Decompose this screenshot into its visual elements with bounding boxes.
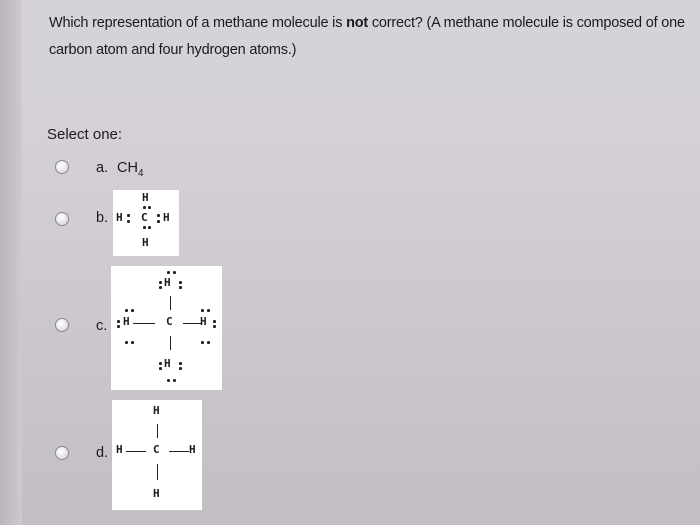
- option-d-center-c: C: [153, 443, 160, 456]
- option-a-formula-main: CH: [117, 160, 138, 176]
- page-edge: [0, 0, 22, 525]
- option-c-dot: [125, 341, 128, 344]
- option-c-dot: [213, 325, 216, 328]
- option-c-letter: c.: [96, 318, 108, 334]
- option-b-dot: [143, 206, 146, 209]
- option-c-dot: [159, 362, 162, 365]
- option-c-dot: [201, 341, 204, 344]
- option-d-top-h: H: [153, 404, 160, 417]
- option-b-left-h: H: [116, 211, 123, 224]
- option-c-dot: [179, 367, 182, 370]
- option-c-dot: [117, 325, 120, 328]
- question-part2: correct? (A methane molecule is composed of one carbon atom and four hydrogen atoms.): [49, 15, 685, 58]
- option-b-letter: b.: [96, 210, 109, 226]
- option-c-dot: [159, 286, 162, 289]
- option-d-radio[interactable]: [55, 446, 69, 460]
- option-c-bond-left: [133, 323, 155, 324]
- option-b-dot: [148, 206, 151, 209]
- option-c-bond-bottom: [170, 336, 171, 350]
- option-c-dot: [117, 320, 120, 323]
- option-c-right-h: H: [200, 315, 207, 328]
- option-a-subscript: 4: [137, 167, 144, 179]
- option-d-structural-formula: [112, 400, 202, 510]
- option-c-bond-right: [183, 323, 201, 324]
- option-b-bottom-h: H: [142, 236, 149, 249]
- option-c-dot: [159, 281, 162, 284]
- option-c-dot: [179, 281, 182, 284]
- option-d-bond-top: [157, 424, 158, 438]
- option-c-dot: [125, 309, 128, 312]
- option-c-dot: [213, 320, 216, 323]
- option-c-top-h: H: [164, 276, 171, 289]
- option-b-dot: [127, 220, 130, 223]
- option-b-dot: [143, 226, 146, 229]
- option-a-letter: a.: [96, 160, 109, 176]
- option-c-dot: [207, 309, 210, 312]
- option-d-left-h: H: [116, 443, 123, 456]
- option-c-dot: [167, 379, 170, 382]
- option-c-dot: [179, 286, 182, 289]
- option-d-right-h: H: [189, 443, 196, 456]
- option-a-radio[interactable]: [55, 160, 69, 174]
- option-c-dot: [173, 379, 176, 382]
- option-c-dot: [173, 271, 176, 274]
- option-b-dot: [157, 214, 160, 217]
- option-b-radio[interactable]: [55, 212, 69, 226]
- option-c-dot: [201, 309, 204, 312]
- option-c-left-h: H: [123, 315, 130, 328]
- question-part1: Which representation of a methane molecule is: [49, 15, 347, 31]
- option-d-letter: d.: [96, 445, 109, 461]
- option-c-dot: [207, 341, 210, 344]
- option-c-lewis-structure: [111, 266, 222, 390]
- option-c-radio[interactable]: [55, 318, 69, 332]
- option-d-bond-left: [126, 451, 146, 452]
- option-c-bond-top: [170, 296, 171, 310]
- option-b-dot: [127, 214, 130, 217]
- option-d-bond-bottom: [157, 464, 158, 480]
- option-c-dot: [179, 362, 182, 365]
- select-one-label: Select one:: [47, 126, 123, 143]
- option-b-lewis-structure: [113, 190, 179, 256]
- option-c-dot: [159, 367, 162, 370]
- option-c-dot: [167, 271, 170, 274]
- option-b-dot: [157, 220, 160, 223]
- option-b-right-h: H: [163, 211, 170, 224]
- option-c-bottom-h: H: [164, 357, 171, 370]
- option-c-center-c: C: [166, 315, 173, 328]
- option-d-bond-right: [169, 451, 189, 452]
- option-a-formula: [117, 160, 144, 179]
- question-emphasis: not: [346, 15, 369, 31]
- option-b-dot: [148, 226, 151, 229]
- option-b-top-h: H: [142, 191, 149, 204]
- option-d-bottom-h: H: [153, 487, 160, 500]
- option-c-dot: [131, 341, 134, 344]
- option-c-dot: [131, 309, 134, 312]
- option-b-center-c: C: [141, 211, 148, 224]
- question-text: [49, 10, 689, 64]
